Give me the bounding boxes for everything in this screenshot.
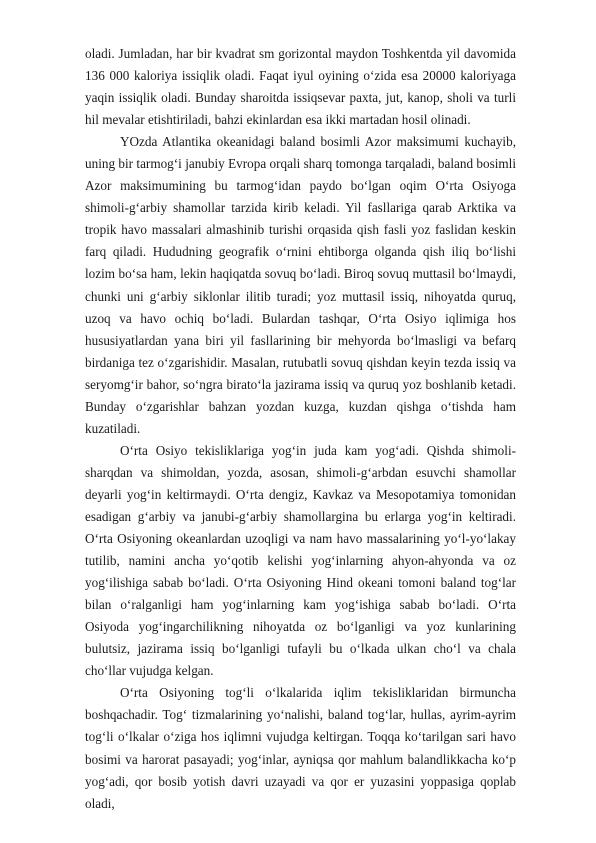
paragraph-2: YOzda Atlantika okeanidagi baland bosimli Azor maksimumi kuchayib, uning bir tarmog‘i janubiy Evropa orqali sharq tomonga tarqaladi, baland bosimli Azor maksimumining bu tarmog‘idan paydo bo‘lgan oqim O‘rta Osiyoga shimoli-g‘arbiy shamollar tarzida kirib keladi. Yil fasllariga qarab Arktika va tropik havo massalari almashinib turishi orqasida qish fasli yoz faslidan keskin farq qiladi. Hududning geografik o‘rnini ehtiborga olganda qish iliq bo‘lishi lozim bo‘sa ham, lekin haqiqatda sovuq bo‘ladi. Biroq sovuq muttasil bo‘lmaydi, chunki uni g‘arbiy siklonlar ilitib turadi; yoz muttasil issiq, nihoyatda quruq, uzoq va havo ochiq bo‘ladi. Bulardan tashqar, O‘rta Osiyo iqlimiga hos hususiyatlardan yana biri yil fasllarining bir mehyorda bo‘lmasligi va befarq birdaniga tez o‘zgarishidir. Masalan, rutubatli sovuq qishdan keyin tezda issiq va seryomg‘ir bahor, so‘ngra birato‘la jazirama issiq va quruq yoz boshlanib ketadi. Bunday o‘zgarishlar bahzan yozdan kuzga, kuzdan qishga o‘tishda ham kuzatiladi. <box>85 134 516 436</box>
paragraph-3: O‘rta Osiyo tekisliklariga yog‘in juda kam yog‘adi. Qishda shimoli-sharqdan va shimoldan, yozda, asosan, shimoli-g‘arbdan esuvchi shamollar deyarli yog‘in keltirmaydi. O‘rta dengiz, Kavkaz va Mesopotamiya tomonidan esadigan g‘arbiy va janubi-g‘arbiy shamollargina bu erlarga yog‘in keltiradi. O‘rta Osiyoning okeanlardan uzoqligi va nam havo massalarining yo‘l-yo‘lakay tutilib, namini ancha yo‘qotib kelishi yog‘inlarning ahyon-ahyonda va oz yog‘ilishiga sabab bo‘ladi. O‘rta Osiyoning Hind okeani tomoni baland tog‘lar bilan o‘ralganligi ham yog‘inlarning kam yog‘ishiga sabab bo‘ladi. O‘rta Osiyoda yog‘ingarchilikning nihoyatda oz bo‘lganligi va yoz kunlarining bulutsiz, jazirama issiq bo‘lganligi tufayli bu o‘lkada ulkan cho‘l va chala cho‘llar vujudga kelgan. <box>85 442 516 679</box>
paragraph-4: O‘rta Osiyoning tog‘li o‘lkalarida iqlim tekisliklaridan birmuncha boshqachadir. Tog‘ tizmalarining yo‘nalishi, baland tog‘lar, hullas, ayrim-ayrim tog‘li o‘lkalar o‘ziga hos iqlimni vujudga keltirgan. Toqqa ko‘tarilgan sari havo bosimi va harorat pasayadi; yog‘inlar, ayniqsa qor mahlum balandlikkacha ko‘p yog‘adi, qor bosib yotish davri uzayadi va qor er yuzasini yoppasiga qoplab oladi, <box>85 685 516 811</box>
paragraph-1: oladi. Jumladan, har bir kvadrat sm gorizontal maydon Toshkentda yil davomida 136 000 kaloriya issiqlik oladi. Faqat iyul oyining o‘zida esa 20000 kaloriyaga yaqin issiqlik oladi. Bunday sharoitda issiqsevar paxta, jut, kanop, sholi va turli hil mevalar etishtiriladi, bahzi ekinlardan esa ikki martadan hosil olinadi. <box>85 46 516 128</box>
document-page <box>85 43 516 815</box>
